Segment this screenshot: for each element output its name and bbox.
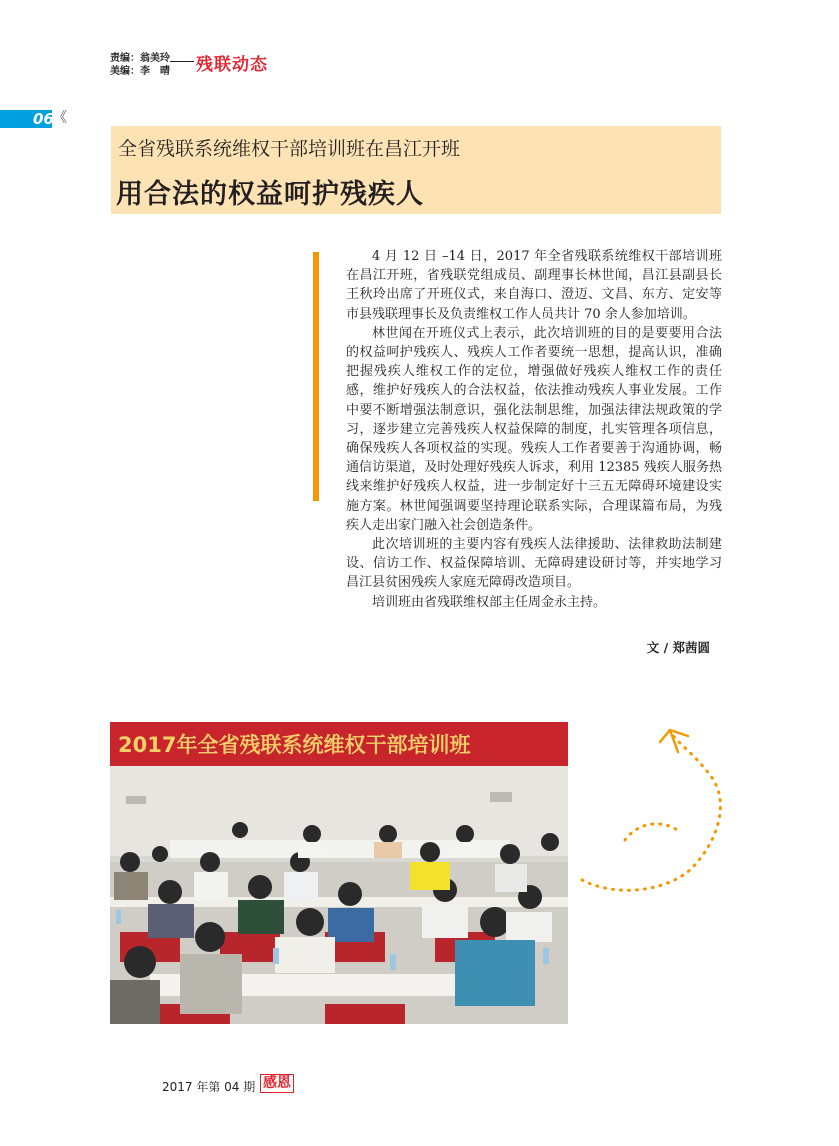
editor-line-1: 责编：翁美玲 <box>110 53 170 64</box>
double-chevron-icon: 《 <box>53 110 67 126</box>
page-number: 06 <box>33 110 54 128</box>
paragraph: 4 月 12 日 –14 日，2017 年全省残联系统维权干部培训班在昌江开班，省残联党组成员、副理事长林世闻，昌江县副县长王秋玲出席了开班仪式，来自海口、澄迈、文昌、东方、定安等市县残联理事长及负责维权工作人员共计 70 余人参加培训。 <box>346 249 722 322</box>
editor-line-2: 美编：李 晴 <box>110 66 170 77</box>
banner-text: 2017年全省残联系统维权干部培训班 <box>118 733 471 757</box>
section-title: 残联动态 <box>196 55 268 75</box>
issue-label: 2017 年第 04 期 <box>162 1080 256 1094</box>
meeting-photo-illustration <box>110 722 568 1024</box>
paragraph: 培训班由省残联维权部主任周金永主持。 <box>372 594 607 610</box>
byline: 文 / 郑茜圆 <box>646 640 710 655</box>
paragraph: 此次培训班的主要内容有残疾人法律援助、法律救助法制建设、信访工作、权益保障培训、无障碍建设研讨等，并实地学习昌江县贫困残疾人家庭无障碍改造项目。 <box>346 537 722 591</box>
accent-bar <box>313 252 319 501</box>
article-subtitle: 全省残联系统维权干部培训班在昌江开班 <box>118 138 461 160</box>
magazine-logo: 感恩 <box>260 1074 294 1093</box>
dotted-arrow-icon <box>570 720 740 920</box>
article-body <box>346 247 722 612</box>
article-title: 用合法的权益呵护残疾人 <box>116 179 424 210</box>
editor-credits <box>110 52 170 78</box>
meeting-photo <box>110 722 568 1024</box>
paragraph: 林世闻在开班仪式上表示，此次培训班的目的是要要用合法的权益呵护残疾人、残疾人工作者要统一思想，提高认识，准确把握残疾人维权工作的定位，增强做好残疾人维权工作的责任感，维护好残疾人的合法权益，依法推动残疾人事业发展。工作中要不断增强法制意识，强化法制思维，加强法律法规政策的学习，逐步建立完善残疾人权益保障的制度，扎实管理各项信息，确保残疾人各项权益的实现。残疾人工作者要善于沟通协调，畅通信访渠道，及时处理好残疾人诉求，利用 12385 残疾人服务热线来维护好残疾人权益，进一步制定好十三五无障碍环境建设实施方案。林世闻强调要坚持理论联系实际，合理谋篇布局，为残疾人走出家门融入社会创造条件。 <box>346 325 722 533</box>
header-divider <box>170 61 194 62</box>
